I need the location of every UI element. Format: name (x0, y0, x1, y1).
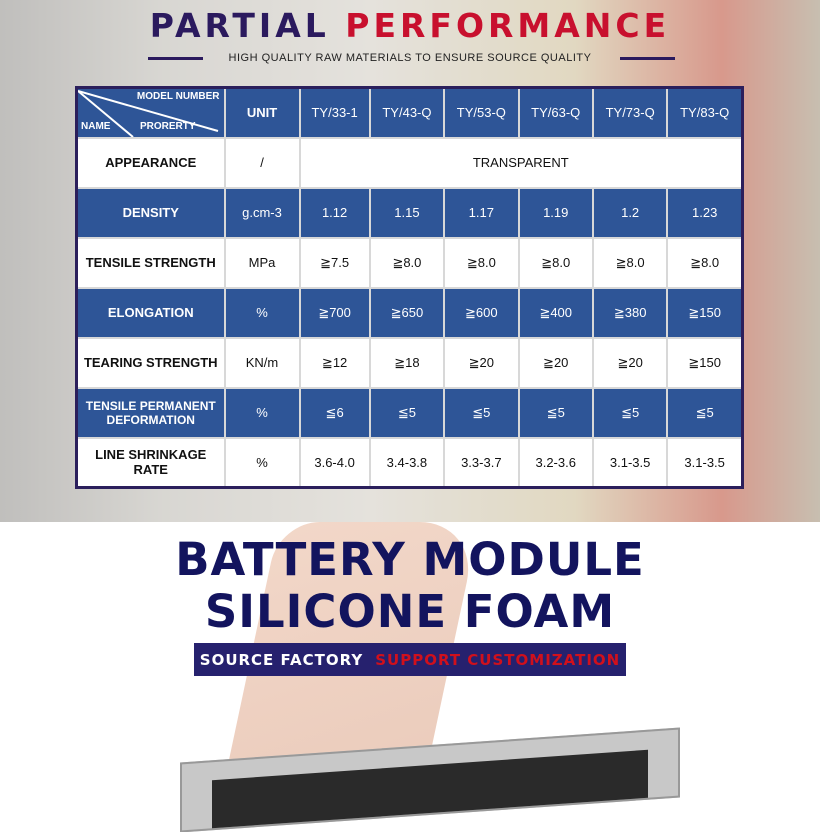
subtitle: HIGH QUALITY RAW MATERIALS TO ENSURE SOURCE QUALITY (228, 52, 592, 64)
value-cell: ≦5 (444, 388, 518, 438)
value-cell: ≧150 (667, 338, 742, 388)
row-name: ELONGATION (77, 288, 225, 338)
value-cell: ≧650 (370, 288, 444, 338)
model-header: TY/43-Q (370, 88, 444, 138)
row-unit: / (225, 138, 300, 188)
value-cell: ≧600 (444, 288, 518, 338)
product-title-line1: BATTERY MODULE (175, 533, 645, 586)
model-header: TY/73-Q (593, 88, 667, 138)
row-unit: % (225, 388, 300, 438)
model-header: TY/83-Q (667, 88, 742, 138)
row-unit: KN/m (225, 338, 300, 388)
tag-source-factory: SOURCE FACTORY (199, 650, 364, 669)
value-cell: ≧20 (444, 338, 518, 388)
title-part-2: PERFORMANCE (345, 6, 671, 45)
value-cell: ≦5 (593, 388, 667, 438)
value-cell: 1.15 (370, 188, 444, 238)
row-name: TENSILE STRENGTH (77, 238, 225, 288)
unit-header: UNIT (225, 88, 300, 138)
model-header: TY/63-Q (519, 88, 593, 138)
value-cell: 3.1-3.5 (667, 438, 742, 488)
table-row (77, 238, 743, 288)
title-part-1: PARTIAL (149, 6, 330, 45)
row-name: DENSITY (77, 188, 225, 238)
value-cell: ≧20 (593, 338, 667, 388)
value-cell: ≧400 (519, 288, 593, 338)
product-title-line2: SILICONE FOAM (204, 585, 616, 638)
header-row (77, 88, 743, 138)
corner-model-label: MODEL NUMBER (136, 91, 220, 102)
table-row-appearance (77, 138, 743, 188)
value-cell: ≧8.0 (667, 238, 742, 288)
table-row (77, 388, 743, 438)
row-name: TENSILE PERMANENT DEFORMATION (77, 388, 225, 438)
row-unit: MPa (225, 238, 300, 288)
value-cell: 3.6-4.0 (300, 438, 370, 488)
row-unit: g.cm-3 (225, 188, 300, 238)
tagline-banner (194, 643, 626, 676)
tag-support-customization: SUPPORT CUSTOMIZATION (375, 650, 621, 669)
row-name: APPEARANCE (77, 138, 225, 188)
value-cell: ≧380 (593, 288, 667, 338)
value-cell: ≦5 (370, 388, 444, 438)
table-row (77, 338, 743, 388)
value-cell: 1.19 (519, 188, 593, 238)
value-cell: 3.4-3.8 (370, 438, 444, 488)
row-unit: % (225, 288, 300, 338)
model-header: TY/53-Q (444, 88, 518, 138)
value-cell: ≧8.0 (444, 238, 518, 288)
performance-table (75, 86, 744, 489)
value-cell: 1.17 (444, 188, 518, 238)
value-cell: ≦5 (667, 388, 742, 438)
appearance-value: TRANSPARENT (300, 138, 743, 188)
value-cell: 3.1-3.5 (593, 438, 667, 488)
value-cell: ≧700 (300, 288, 370, 338)
value-cell: ≧8.0 (519, 238, 593, 288)
row-unit: % (225, 438, 300, 488)
value-cell: ≧8.0 (593, 238, 667, 288)
table-row (77, 188, 743, 238)
value-cell: ≧18 (370, 338, 444, 388)
value-cell: 1.12 (300, 188, 370, 238)
corner-header-cell (77, 88, 225, 138)
value-cell: 1.23 (667, 188, 742, 238)
value-cell: ≦6 (300, 388, 370, 438)
row-name: LINE SHRINKAGE RATE (77, 438, 225, 488)
row-name: TEARING STRENGTH (77, 338, 225, 388)
value-cell: ≧150 (667, 288, 742, 338)
value-cell: ≦5 (519, 388, 593, 438)
table-row (77, 288, 743, 338)
value-cell: ≧8.0 (370, 238, 444, 288)
value-cell: 3.2-3.6 (519, 438, 593, 488)
table-row (77, 438, 743, 488)
value-cell: 1.2 (593, 188, 667, 238)
value-cell: ≧7.5 (300, 238, 370, 288)
value-cell: ≧20 (519, 338, 593, 388)
value-cell: 3.3-3.7 (444, 438, 518, 488)
section-title (0, 6, 820, 45)
model-header: TY/33-1 (300, 88, 370, 138)
corner-name-label: NAME (81, 120, 111, 132)
value-cell: ≧12 (300, 338, 370, 388)
corner-property-label: PRORERTY (140, 120, 196, 132)
